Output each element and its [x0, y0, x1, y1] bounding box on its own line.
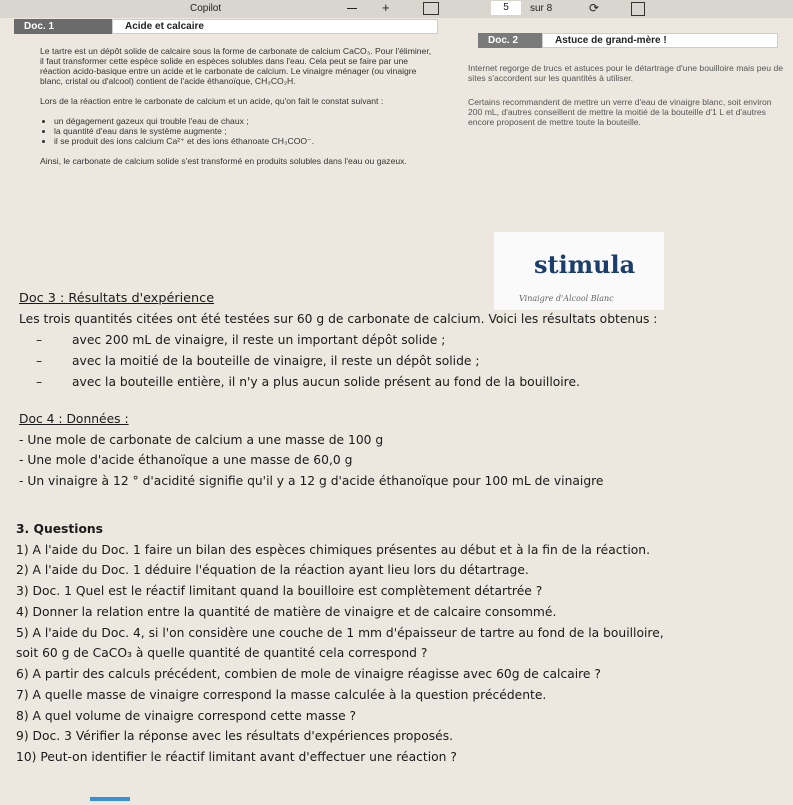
doc2-paragraph-1: Internet regorge de trucs et astuces pour le détartrage d'une bouilloire mais peu de sites s'accordent sur les quantités à utiliser. — [468, 63, 784, 83]
doc3-title: Doc 3 : Résultats d'expérience — [19, 291, 215, 306]
question-item: 4) Donner la relation entre la quantité de matière de vinaigre et de calcaire consommé. — [16, 605, 557, 619]
question-item: soit 60 g de CaCO₃ à quelle quantité de quantité cela correspond ? — [16, 646, 428, 660]
doc2-number: Doc. 2 — [478, 33, 548, 48]
doc1-paragraph-1: Le tartre est un dépôt solide de calcaire sous la forme de carbonate de calcium CaCO₃. Pour l'éliminer, il faut transformer cette espèce solide en espèces solubles dans l'eau. Cela peut se faire par une réaction acido-basique entre un acide et le carbonate de calcium. Le vinaigre ménager (ou vinaigre blanc, cristal ou d'alcool) contient de l'acide éthanoïque, CH₃CO₂H. — [40, 46, 432, 86]
doc3-item: avec la moitié de la bouteille de vinaigre, il reste un dépôt solide ; — [72, 354, 480, 368]
doc2-paragraph-2: Certains recommandent de mettre un verre d'eau de vinaigre blanc, soit environ 200 mL, d'autres conseillent de mettre la moitié de la bouteille d'1 L et d'autres encore proposent de mettre toute la bouteille. — [468, 97, 772, 127]
doc2-title: Astuce de grand-mère ! — [542, 33, 778, 48]
question-item: 3) Doc. 1 Quel est le réactif limitant quand la bouilloire est complètement détartrée ? — [16, 584, 543, 598]
rotate-icon[interactable]: ⟳ — [589, 1, 600, 15]
question-item: 1) A l'aide du Doc. 1 faire un bilan des espèces chimiques présentes au début et à la fin de la réaction. — [16, 543, 650, 557]
stimula-tagline: Vinaigre d'Alcool Blanc — [519, 294, 614, 303]
questions-title: 3. Questions — [16, 522, 103, 536]
list-item: • il se produit des ions calcium Ca²⁺ et des ions éthanoate CH₃COO⁻. — [54, 136, 435, 146]
fit-page-icon[interactable] — [423, 2, 439, 15]
vinegar-bottle-image — [494, 232, 664, 310]
question-item: 6) A partir des calculs précédent, combien de mole de vinaigre réagisse avec 60g de calcaire ? — [16, 667, 601, 681]
list-item: • la quantité d'eau dans le système augmente ; — [54, 126, 435, 136]
doc4-item: - Une mole de carbonate de calcium a une masse de 100 g — [19, 433, 384, 447]
question-item: 8) A quel volume de vinaigre correspond cette masse ? — [16, 709, 357, 723]
dash-icon: – — [36, 375, 43, 389]
question-item: 2) A l'aide du Doc. 1 déduire l'équation de la réaction ayant lieu lors du détartrage. — [16, 563, 529, 577]
question-item: 9) Doc. 3 Vérifier la réponse avec les résultats d'expériences proposés. — [16, 729, 454, 743]
dash-icon: – — [36, 354, 43, 368]
page-number-input[interactable]: 5 — [491, 1, 521, 15]
doc3-item: avec la bouteille entière, il n'y a plus aucun solide présent au fond de la bouilloire. — [72, 375, 580, 389]
doc1-body — [40, 46, 435, 166]
doc1-title: Acide et calcaire — [112, 19, 438, 34]
question-item: 7) A quelle masse de vinaigre correspond la masse calculée à la question précédente. — [16, 688, 547, 702]
scroll-indicator[interactable] — [90, 797, 130, 801]
doc3-intro: Les trois quantités citées ont été testées sur 60 g de carbonate de calcium. Voici les résultats obtenus : — [19, 312, 658, 326]
doc1-paragraph-2: Lors de la réaction entre le carbonate de calcium et un acide, qu'on fait le constat suivant : — [40, 96, 384, 106]
zoom-in-button[interactable]: + — [382, 0, 390, 15]
doc1-number: Doc. 1 — [14, 19, 112, 34]
doc4-title: Doc 4 : Données : — [19, 412, 129, 426]
dash-icon: – — [36, 333, 43, 347]
doc3-item: avec 200 mL de vinaigre, il reste un important dépôt solide ; — [72, 333, 446, 347]
zoom-out-button[interactable]: — — [347, 3, 357, 14]
app-title: Copilot — [190, 3, 222, 14]
doc1-paragraph-3: Ainsi, le carbonate de calcium solide s'est transformé en produits solubles dans l'eau ou gazeux. — [40, 156, 407, 166]
question-item: 10) Peut-on identifier le réactif limitant avant d'effectuer une réaction ? — [16, 750, 457, 764]
stimula-logo: stimula — [534, 250, 636, 279]
list-item: • un dégagement gazeux qui trouble l'eau de chaux ; — [54, 116, 435, 126]
page-view-icon[interactable] — [631, 2, 645, 16]
doc4-item: - Une mole d'acide éthanoïque a une masse de 60,0 g — [19, 453, 353, 467]
question-item: 5) A l'aide du Doc. 4, si l'on considère une couche de 1 mm d'épaisseur de tartre au fond de la bouilloire, — [16, 626, 664, 640]
doc2-body — [468, 63, 788, 127]
doc1-bullets — [40, 116, 435, 146]
doc4-item: - Un vinaigre à 12 ° d'acidité signifie qu'il y a 12 g d'acide éthanoïque pour 100 mL de vinaigre — [19, 474, 604, 488]
toolbar — [0, 0, 793, 18]
page-count: sur 8 — [530, 3, 553, 14]
